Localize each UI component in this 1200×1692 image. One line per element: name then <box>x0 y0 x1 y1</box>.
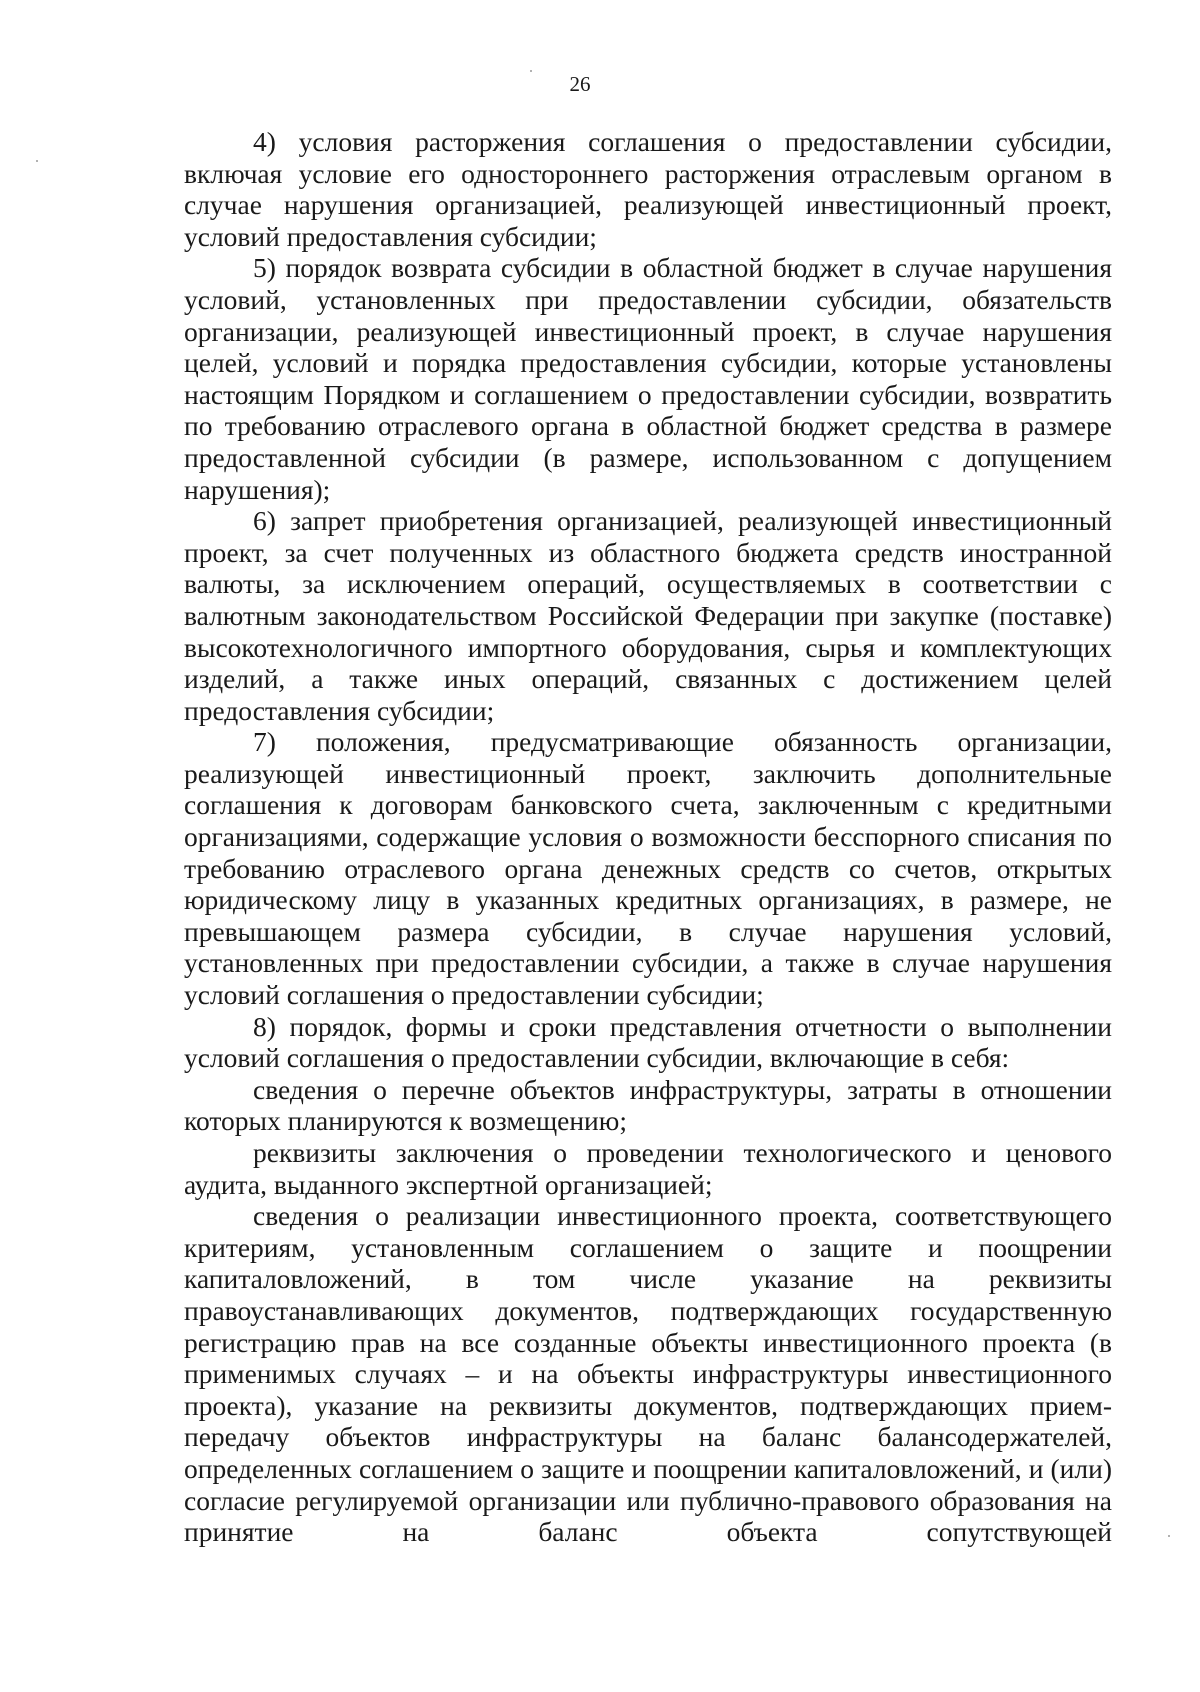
scan-speck <box>36 160 38 162</box>
paragraph-item-4: 4) условия расторжения соглашения о предоставлении субсидии, включая условие его одностороннего расторжения отраслевым органом в случае нарушения организацией, реализующей инвестиционный проект, условий предоставления субсидии; <box>184 126 1112 252</box>
paragraph-project-implementation: сведения о реализации инвестиционного проекта, соответствующего критериям, установленным соглашением о защите и поощрении капиталовложений, в том числе указание на реквизиты правоустанавливающих документов, подтверждающих государственную регистрацию прав на все созданные объекты инвестиционного проекта (в применимых случаях – и на объекты инфраструктуры инвестиционного проекта), указание на реквизиты документов, подтверждающих прием-передачу объектов инфраструктуры на баланс балансодержателей, определенных соглашением о защите и поощрении капиталовложений, и (или) согласие регулируемой организации или публично-правового образования на принятие на баланс объекта сопутствующей <box>184 1200 1112 1548</box>
paragraph-item-8: 8) порядок, формы и сроки представления отчетности о выполнении условий соглашения о предоставлении субсидии, включающие в себя: <box>184 1010 1112 1074</box>
scan-speck <box>1168 1535 1170 1537</box>
paragraph-infrastructure-objects: сведения о перечне объектов инфраструктуры, затраты в отношении которых планируются к возмещению; <box>184 1073 1112 1137</box>
document-body <box>184 126 1112 1548</box>
paragraph-item-7: 7) положения, предусматривающие обязанность организации, реализующей инвестиционный проект, заключить дополнительные соглашения к договорам банковского счета, заключенным с кредитными организациями, содержащие условия о возможности бесспорного списания по требованию отраслевого органа денежных средств со счетов, открытых юридическому лицу в указанных кредитных организациях, в размере, не превышающем размера субсидии, в случае нарушения условий, установленных при предоставлении субсидии, а также в случае нарушения условий соглашения о предоставлении субсидии; <box>184 726 1112 1011</box>
paragraph-item-5: 5) порядок возврата субсидии в областной бюджет в случае нарушения условий, установленных при предоставлении субсидии, обязательств организации, реализующей инвестиционный проект, в случае нарушения целей, условий и порядка предоставления субсидии, которые установлены настоящим Порядком и соглашением о предоставлении субсидии, возвратить по требованию отраслевого органа в областной бюджет средства в размере предоставленной субсидии (в размере, использованном с допущением нарушения); <box>184 252 1112 505</box>
paragraph-audit-requisites: реквизиты заключения о проведении технологического и ценового аудита, выданного экспертной организацией; <box>184 1137 1112 1200</box>
page-number: 26 <box>569 72 591 96</box>
paragraph-item-6: 6) запрет приобретения организацией, реализующей инвестиционный проект, за счет полученных из областного бюджета средств иностранной валюты, за исключением операций, осуществляемых в соответствии с валютным законодательством Российской Федерации при закупке (поставке) высокотехнологичного импортного оборудования, сырья и комплектующих изделий, а также иных операций, связанных с достижением целей предоставления субсидии; <box>184 505 1112 726</box>
